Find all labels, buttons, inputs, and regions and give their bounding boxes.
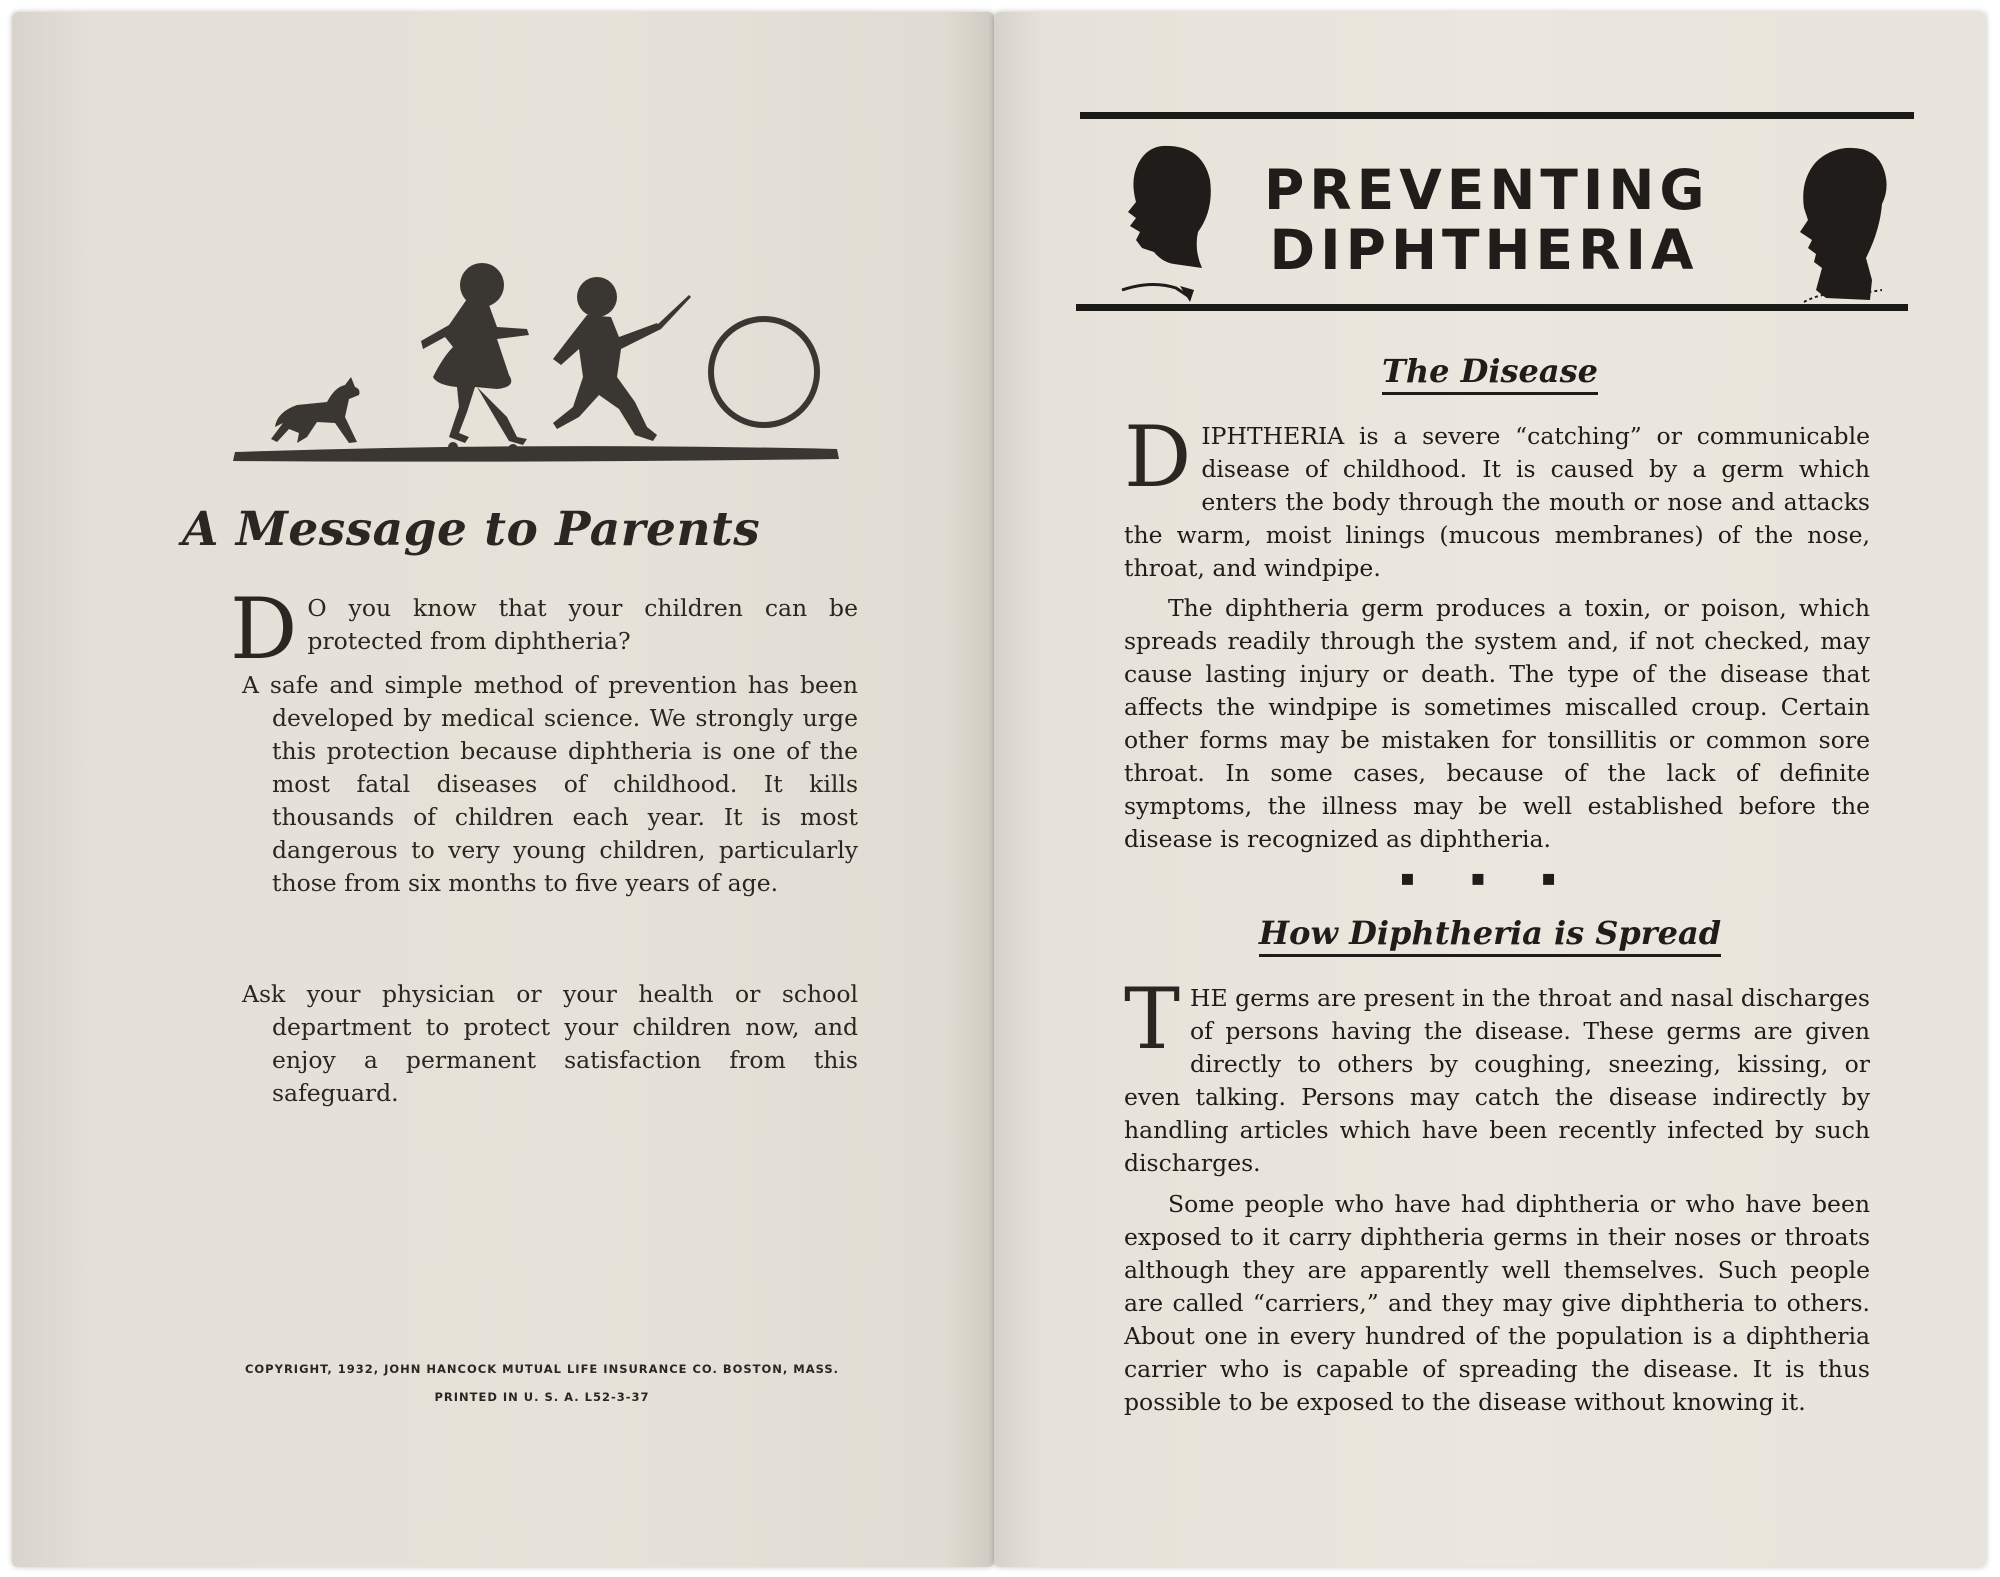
children-playing-silhouette-illustration bbox=[227, 237, 847, 477]
main-heading bbox=[1264, 158, 1710, 282]
drop-cap: D bbox=[1124, 408, 1192, 506]
left-paragraph-2: A safe and simple method of prevention has been developed by medical science. We strongly urge this protection because diphtheria is one of the most fatal diseases of childhood. It kills thousands of children each year. It is most dangerous to very young children, particularly those from six months to five years of age. bbox=[242, 671, 858, 897]
drop-cap: D bbox=[230, 580, 298, 678]
copyright-line-2: PRINTED IN U. S. A. L52-3-37 bbox=[434, 1390, 650, 1404]
paragraph-text: O you know that your children can be protected from diphtheria? bbox=[307, 594, 858, 655]
girl-profile-silhouette-icon bbox=[1786, 140, 1896, 310]
copyright-line-1: COPYRIGHT, 1932, JOHN HANCOCK MUTUAL LIFE INSURANCE CO. BOSTON, MASS. bbox=[244, 1362, 840, 1376]
header-rule-top bbox=[1080, 112, 1914, 119]
copyright-notice bbox=[212, 1355, 872, 1411]
heading-line-1: PREVENTING bbox=[1264, 158, 1710, 222]
disease-paragraph-2: The diphtheria germ produces a toxin, or poison, which spreads readily through the system and, if not checked, may cause lasting injury or death. The type of the disease that affects the windpipe is sometimes miscalled croup. Certain other forms may be mistaken for tonsillitis or common sore throat. In some cases, because of the lack of definite symptoms, the illness may be well established before the disease is recognized as diphtheria. bbox=[1124, 594, 1870, 853]
heading-line-2: DIPHTHERIA bbox=[1269, 218, 1699, 282]
spread-paragraph-1 bbox=[1124, 970, 1870, 1180]
section-title-how-spread bbox=[994, 914, 1986, 952]
boy-profile-silhouette-icon bbox=[1102, 140, 1222, 310]
message-title: A Message to Parents bbox=[182, 502, 761, 557]
section-title-text: The Disease bbox=[1382, 352, 1598, 395]
section-title-text: How Diphtheria is Spread bbox=[1259, 914, 1721, 957]
paragraph-text: HE germs are present in the throat and nasal discharges of persons having the disease. These germs are given directly to others by coughing, sneezing, kissing, or even talking. Persons may catch the disease indirectly by handling articles which have been recently infected by such discharges. bbox=[1124, 984, 1870, 1177]
header-rule-bottom bbox=[1076, 304, 1908, 311]
paragraph-text: IPHTHERIA is a severe “catching” or communicable disease of childhood. It is caused by a germ which enters the body through the mouth or nose and attacks the warm, moist linings (mucous membranes) of the nose, throat, and windpipe. bbox=[1124, 422, 1870, 582]
section-separator: ▪ ▪ ▪ bbox=[1399, 865, 1581, 891]
disease-paragraph-1 bbox=[1124, 408, 1870, 585]
left-paragraph-3: Ask your physician or your health or school department to protect your children now, and enjoy a permanent satisfaction from this safeguard. bbox=[242, 980, 858, 1107]
drop-cap: T bbox=[1124, 970, 1181, 1068]
right-page bbox=[994, 12, 1986, 1567]
left-page bbox=[12, 12, 994, 1567]
section-title-the-disease bbox=[994, 352, 1986, 390]
spread-paragraph-2: Some people who have had diphtheria or who have been exposed to it carry diphtheria germs in their noses or throats although they are apparently well themselves. Such people are called “carriers,” and they may give diphtheria to others. About one in every hundred of the population is a diphtheria carrier who is capable of spreading the disease. It is thus possible to be exposed to the disease without knowing it. bbox=[1124, 1190, 1870, 1416]
left-paragraph-1 bbox=[230, 580, 858, 678]
